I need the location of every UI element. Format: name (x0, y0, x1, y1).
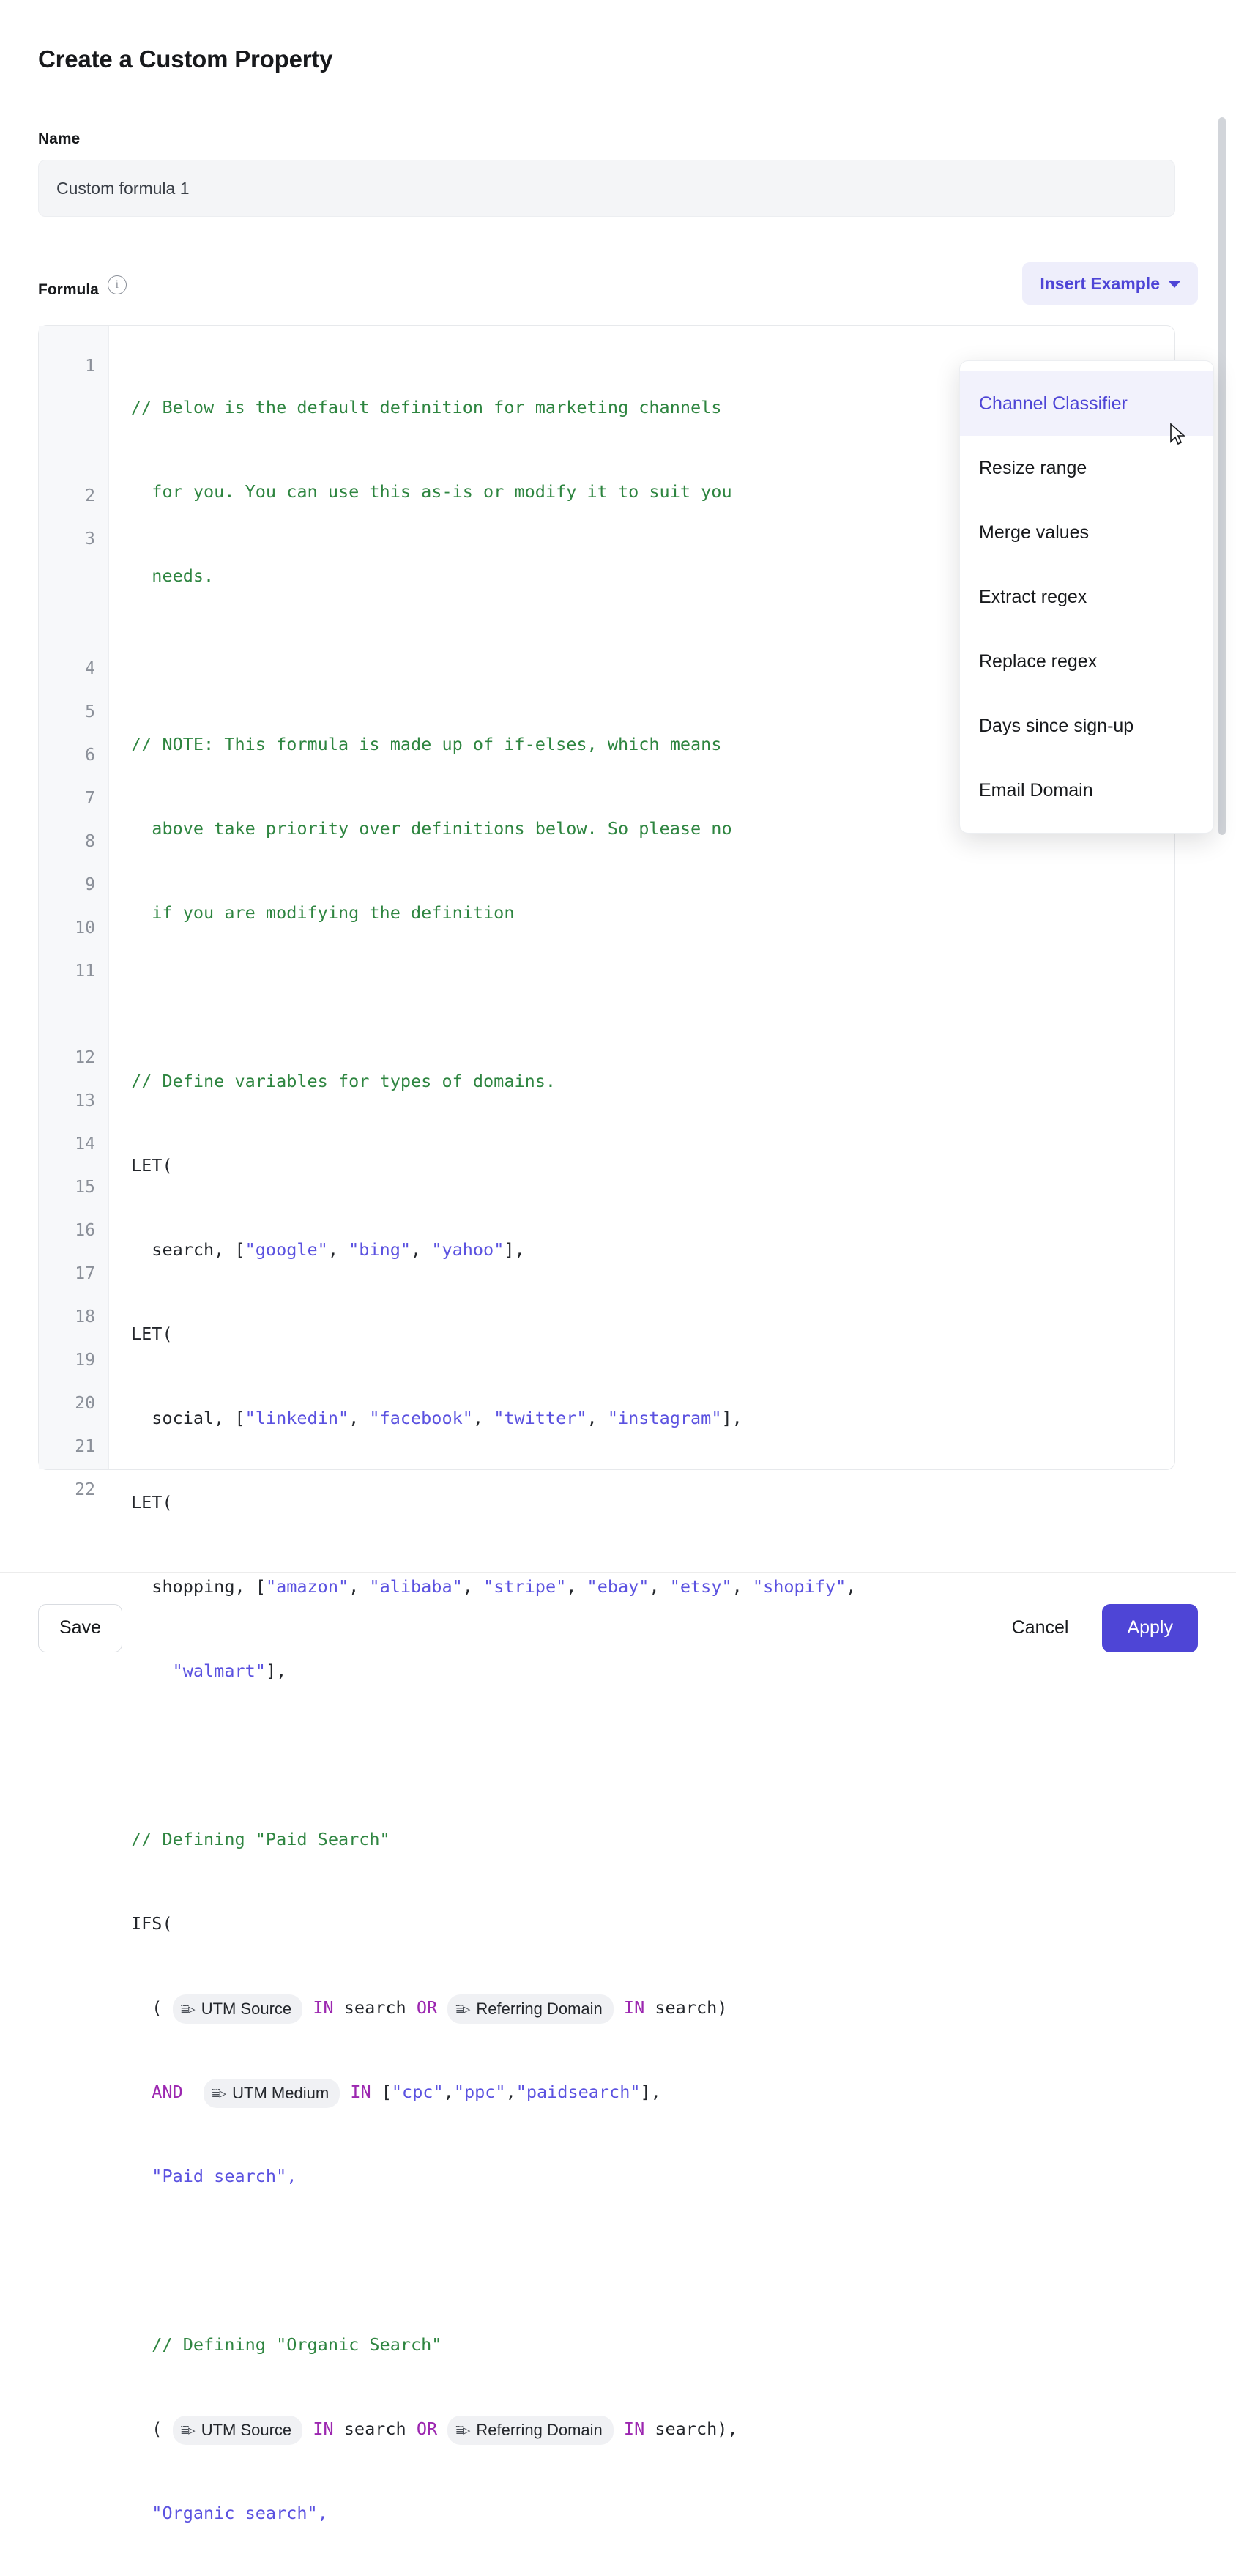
line-number: 4 (85, 659, 95, 678)
code-line: IFS( (131, 1913, 173, 1934)
code-line-search: search, ["google", "bing", "yahoo"], (131, 1239, 525, 1260)
line-number: 13 (75, 1091, 95, 1110)
menu-item-resize-range[interactable] (960, 436, 1213, 500)
menu-item-label: Channel Classifier (979, 393, 1128, 414)
code-line: for you. You can use this as-is or modify it to suit you (131, 481, 732, 502)
code-line: "Paid search", (131, 2166, 297, 2186)
filter-icon: ⩸▹ (455, 2000, 470, 2017)
filter-icon: ⩸▹ (180, 2421, 195, 2438)
page-title: Create a Custom Property (38, 45, 333, 73)
token-label: UTM Source (201, 2420, 292, 2439)
menu-item-label: Extract regex (979, 586, 1087, 607)
line-number: 21 (75, 1437, 95, 1456)
menu-item-label: Email Domain (979, 779, 1093, 801)
insert-example-label: Insert Example (1040, 273, 1160, 293)
token-utm-source[interactable] (173, 2416, 303, 2445)
code-line: needs. (131, 565, 215, 586)
apply-button[interactable]: Apply (1102, 1604, 1198, 1652)
menu-item-merge-values[interactable] (960, 500, 1213, 565)
token-utm-medium[interactable] (204, 2079, 340, 2108)
filter-icon: ⩸▹ (212, 2085, 226, 2101)
code-line: LET( (131, 1492, 173, 1512)
code-line-shopping-cont: "walmart"], (172, 1660, 287, 1681)
line-number: 22 (75, 1480, 95, 1499)
menu-item-label: Merge values (979, 521, 1090, 543)
name-input-value: Custom formula 1 (56, 178, 190, 198)
menu-item-label: Resize range (979, 457, 1087, 478)
dialog-scrollbar-thumb[interactable] (1218, 117, 1226, 835)
code-line: // Below is the default definition for marketing channels (131, 397, 722, 417)
code-line: // Defining "Organic Search" (131, 2334, 442, 2355)
formula-header (38, 268, 1198, 312)
token-label: Referring Domain (476, 1999, 603, 2018)
code-line-organic-condition: ( ⩸▹ UTM Source IN search OR ⩸▹ Referring Domain IN search), (131, 2408, 1174, 2451)
line-number: 7 (85, 789, 95, 808)
insert-example-menu (959, 360, 1214, 834)
code-line: // NOTE: This formula is made up of if-elses, which means (131, 734, 722, 754)
name-input[interactable] (38, 160, 1175, 217)
menu-item-label: Days since sign-up (979, 715, 1134, 736)
menu-item-label: Replace regex (979, 650, 1098, 672)
line-number: 20 (75, 1394, 95, 1413)
code-line: LET( (131, 1324, 173, 1344)
name-field-group (38, 130, 1198, 217)
line-number: 12 (75, 1048, 95, 1067)
code-line: // Defining "Paid Search" (131, 1829, 390, 1849)
insert-example-button[interactable] (1022, 262, 1198, 305)
menu-item-replace-regex[interactable] (960, 629, 1213, 694)
code-line-social: social, ["linkedin", "facebook", "twitter", "instagram"], (131, 1408, 742, 1428)
token-utm-source[interactable] (173, 1994, 303, 2024)
line-number: 5 (85, 702, 95, 721)
line-number: 16 (75, 1221, 95, 1240)
line-number: 14 (75, 1135, 95, 1154)
code-line: above take priority over definitions below. So please no (131, 818, 732, 839)
code-line: // Define variables for types of domains. (131, 1071, 556, 1091)
filter-icon: ⩸▹ (455, 2421, 470, 2438)
chevron-down-icon (1169, 281, 1180, 288)
token-label: UTM Source (201, 1999, 292, 2018)
line-number: 19 (75, 1351, 95, 1370)
filter-icon: ⩸▹ (180, 2000, 195, 2017)
line-number: 6 (85, 746, 95, 765)
code-line-paid-condition: ( ⩸▹ UTM Source IN search OR ⩸▹ Referring Domain IN search) (131, 1986, 1174, 2030)
name-label: Name (38, 130, 81, 147)
menu-item-channel-classifier[interactable] (960, 371, 1213, 436)
line-number: 11 (75, 962, 95, 981)
info-icon[interactable]: i (108, 275, 127, 294)
line-number: 17 (75, 1264, 95, 1283)
token-referring-domain[interactable] (447, 2416, 614, 2445)
code-line: LET( (131, 1155, 173, 1176)
line-number: 8 (85, 832, 95, 851)
formula-label: Formula (38, 281, 99, 298)
code-line: "Organic search", (131, 2503, 328, 2523)
line-number: 3 (85, 530, 95, 549)
save-button[interactable]: Save (38, 1604, 122, 1652)
line-number: 10 (75, 918, 95, 938)
menu-item-extract-regex[interactable] (960, 565, 1213, 629)
line-number: 9 (85, 875, 95, 894)
line-number: 2 (85, 486, 95, 505)
menu-item-email-domain[interactable] (960, 758, 1213, 823)
code-line-shopping: shopping, ["amazon", "alibaba", "stripe", "ebay", "etsy", "shopify", (131, 1576, 857, 1597)
editor-line-numbers (39, 326, 109, 1499)
cancel-button[interactable]: Cancel (1000, 1604, 1081, 1652)
token-label: Referring Domain (476, 2420, 603, 2439)
token-label: UTM Medium (232, 2083, 330, 2102)
menu-item-days-since-sign-up[interactable] (960, 694, 1213, 758)
line-number: 15 (75, 1178, 95, 1197)
code-line-paid-medium: AND ⩸▹ UTM Medium IN ["cpc","ppc","paidsearch"], (131, 2071, 1174, 2114)
line-number: 18 (75, 1307, 95, 1326)
token-referring-domain[interactable] (447, 1994, 614, 2024)
line-number: 1 (85, 357, 95, 376)
code-line: if you are modifying the definition (131, 902, 515, 923)
